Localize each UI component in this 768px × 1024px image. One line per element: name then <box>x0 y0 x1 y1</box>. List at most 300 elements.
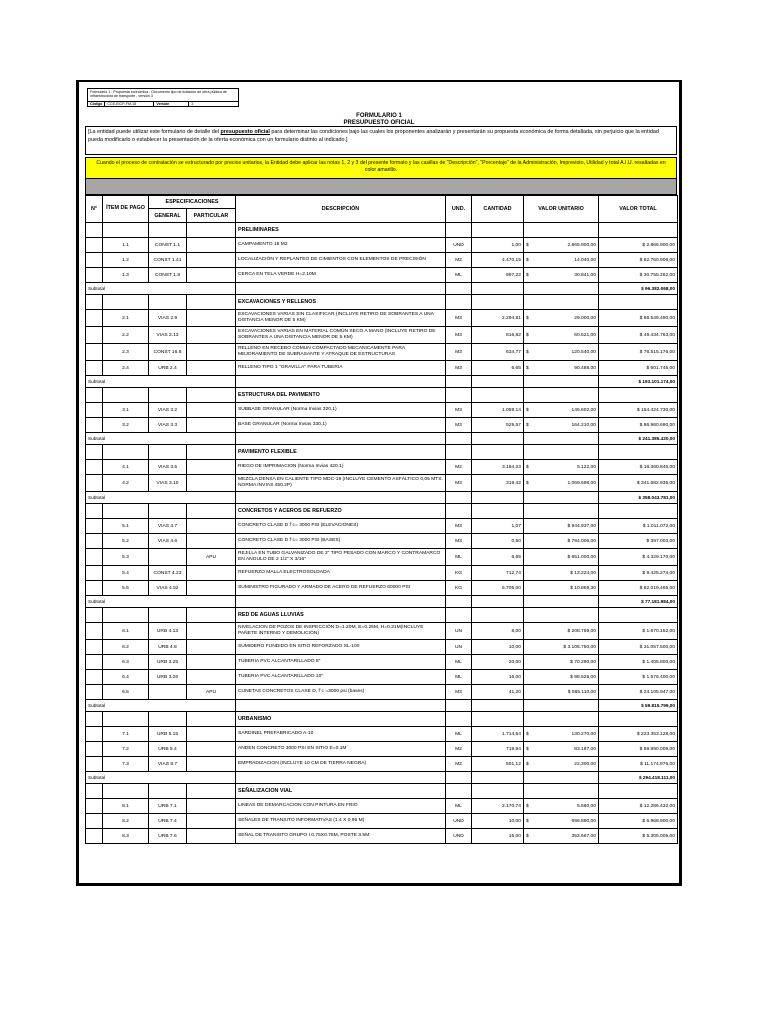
col-general: GENERAL <box>149 209 187 223</box>
section-title: CONCRETOS Y ACEROS DE REFUERZO <box>236 504 446 519</box>
item-cell: 2.3 <box>103 344 149 361</box>
section-header-row <box>86 608 678 623</box>
quantity-cell: 501,12 <box>472 757 524 772</box>
quantity-cell: 3.194,23 <box>472 460 524 475</box>
empty-cell <box>524 784 599 799</box>
total-value-cell: $ 5.305.005,00 <box>599 829 678 844</box>
empty-cell <box>103 784 149 799</box>
unit-cell: M2 <box>446 757 472 772</box>
table-row <box>86 361 678 376</box>
unit-value: 1.069.698,00 <box>567 480 596 486</box>
empty-cell <box>446 283 472 295</box>
item-cell: 5.5 <box>103 581 149 596</box>
unit-cell: M2 <box>446 460 472 475</box>
empty-cell <box>472 772 524 784</box>
general-spec-cell <box>149 685 187 700</box>
unit-cell: UND <box>446 238 472 253</box>
empty-cell <box>236 433 446 445</box>
table-row <box>86 549 678 566</box>
table-row <box>86 670 678 685</box>
general-spec-cell <box>149 549 187 566</box>
unit-value-cell <box>524 581 599 596</box>
particular-spec-cell <box>187 238 236 253</box>
unit-value: 145.602,00 <box>571 407 596 413</box>
unit-value: 14.040,00 <box>574 257 596 263</box>
section-title: PRELIMINARES <box>236 223 446 238</box>
total-value-cell: $ 59.890.009,00 <box>599 742 678 757</box>
col-particular: PARTICULAR <box>187 209 236 223</box>
section-header-row <box>86 784 678 799</box>
codigo-value: CCE-EICP-FM-18 <box>105 102 154 106</box>
unit-value-wrap <box>526 660 596 665</box>
table-row <box>86 799 678 814</box>
particular-spec-cell <box>187 344 236 361</box>
item-cell: 8.2 <box>103 814 149 829</box>
intro-paragraph <box>85 126 677 155</box>
empty-cell <box>599 504 678 519</box>
unit-value-cell <box>524 685 599 700</box>
table-row <box>86 327 678 344</box>
empty-cell <box>472 295 524 310</box>
intro-text-after: para determinar las condiciones bajo las cuales los proponentes analizarán y presentarán su propuesta económica de forma detallada, sin perjuicio que la entidad pueda modificarlo o establecer la presentación de la oferta económica con un formulario distinto al indicado.] <box>88 129 659 143</box>
unit-value-cell <box>524 742 599 757</box>
unit-value-wrap <box>526 762 596 767</box>
description-cell: EXCAVACIONES VARIAS SIN CLASIFICAR (INCLUYE RETIRO DE SOBRANTES A UNA DISTANCIA MENOR DE 5 KM) <box>236 310 446 327</box>
unit-value: 29.000,00 <box>574 315 596 321</box>
empty-cell <box>472 388 524 403</box>
empty-cell <box>599 784 678 799</box>
intro-text-before: [La entidad puede utilizar este formulario de detalle del <box>88 129 221 135</box>
quantity-cell: 634,77 <box>472 344 524 361</box>
particular-spec-cell <box>187 460 236 475</box>
empty-cell <box>472 376 524 388</box>
total-value-cell: $ 12.286.432,00 <box>599 799 678 814</box>
unit-cell: M3 <box>446 418 472 433</box>
unit-cell: M3 <box>446 310 472 327</box>
empty-cell <box>524 433 599 445</box>
particular-spec-cell <box>187 519 236 534</box>
general-spec-cell: URB 7.4 <box>149 814 187 829</box>
general-spec-cell: VIAS 3.3 <box>149 418 187 433</box>
general-spec-cell: VIAS 2.9 <box>149 310 187 327</box>
quantity-cell: 319,42 <box>472 475 524 492</box>
unit-value: $ 794.006,00 <box>567 538 596 544</box>
unit-value-cell <box>524 238 599 253</box>
item-cell: 5.1 <box>103 519 149 534</box>
col-item: ÍTEM DE PAGO <box>103 196 149 223</box>
empty-cell <box>472 492 524 504</box>
item-cell: 1.1 <box>103 238 149 253</box>
empty-cell <box>86 295 103 310</box>
total-value-cell: $ 66.549.490,00 <box>599 310 678 327</box>
quantity-cell: 4.470,15 <box>472 253 524 268</box>
row-num-cell <box>86 475 103 492</box>
particular-spec-cell <box>187 534 236 549</box>
currency-sign: $ <box>526 761 529 767</box>
empty-cell <box>599 223 678 238</box>
empty-cell <box>599 712 678 727</box>
description-cell: CERCA EN TELA VERDE H=2.10M <box>236 268 446 283</box>
empty-cell <box>599 608 678 623</box>
empty-cell <box>446 504 472 519</box>
general-spec-cell: URB 4.13 <box>149 623 187 640</box>
general-spec-cell: VIAS 3.5 <box>149 460 187 475</box>
quantity-cell: 816,82 <box>472 327 524 344</box>
total-value-cell: $ 1.011.072,00 <box>599 519 678 534</box>
currency-sign: $ <box>526 731 529 737</box>
currency-sign: $ <box>526 349 529 355</box>
empty-cell <box>524 283 599 295</box>
subtotal-value: $ 77.181.984,00 <box>599 596 678 608</box>
unit-value-wrap <box>526 539 596 544</box>
subtotal-row <box>86 772 678 784</box>
general-spec-cell: URB 5.15 <box>149 727 187 742</box>
unit-value-cell <box>524 519 599 534</box>
unit-value: $ 3.105.750,00 <box>563 644 596 650</box>
unit-cell: M3 <box>446 534 472 549</box>
total-value-cell: $ 2.865.900,00 <box>599 238 678 253</box>
document-page <box>76 80 682 886</box>
unit-value-wrap <box>526 629 596 634</box>
empty-cell <box>446 492 472 504</box>
total-value-cell: $ 1.670.152,00 <box>599 623 678 640</box>
row-num-cell <box>86 361 103 376</box>
empty-cell <box>524 492 599 504</box>
general-spec-cell: URB 7.1 <box>149 799 187 814</box>
quantity-cell: 1.059,14 <box>472 403 524 418</box>
unit-value-cell <box>524 799 599 814</box>
description-cell: SEÑALES DE TRANSITO INFORMATIVAS (1.4 X 0.95 M) <box>236 814 446 829</box>
particular-spec-cell: APU <box>187 549 236 566</box>
quantity-cell: 1,00 <box>472 238 524 253</box>
total-value-cell: $ 62.019.465,00 <box>599 581 678 596</box>
unit-value-cell <box>524 310 599 327</box>
unit-value-wrap <box>526 465 596 470</box>
unit-cell: UN <box>446 640 472 655</box>
unit-value: $ 651.000,00 <box>567 554 596 560</box>
general-spec-cell: CONST 4.23 <box>149 566 187 581</box>
item-cell: 4.1 <box>103 460 149 475</box>
particular-spec-cell <box>187 655 236 670</box>
row-num-cell <box>86 742 103 757</box>
quantity-cell: 712,74 <box>472 566 524 581</box>
empty-cell <box>86 223 103 238</box>
table-row <box>86 475 678 492</box>
unit-value-cell <box>524 327 599 344</box>
total-value-cell: $ 24.105.947,00 <box>599 685 678 700</box>
currency-sign: $ <box>526 833 529 839</box>
empty-cell <box>187 295 236 310</box>
subtotal-label: Subtotal <box>86 700 236 712</box>
table-row <box>86 727 678 742</box>
unit-cell: ML <box>446 549 472 566</box>
particular-spec-cell <box>187 581 236 596</box>
unit-value-cell <box>524 757 599 772</box>
row-num-cell <box>86 685 103 700</box>
table-row <box>86 519 678 534</box>
unit-cell: ML <box>446 670 472 685</box>
unit-value-wrap <box>526 366 596 371</box>
description-cell: SEÑAL DE TRANSITO GRUPO I 0.75X0.75M, POSTE 3.5M <box>236 829 446 844</box>
unit-value: 83.187,00 <box>574 746 596 752</box>
total-value-cell: $ 62.760.906,00 <box>599 253 678 268</box>
unit-value-cell <box>524 344 599 361</box>
row-num-cell <box>86 549 103 566</box>
unit-value-wrap <box>526 747 596 752</box>
unit-value: 90.488,00 <box>574 365 596 371</box>
unit-value-wrap <box>526 645 596 650</box>
description-cell: RELLENO TIPO 1 "GRAVILLA" PARA TUBERIA <box>236 361 446 376</box>
table-row <box>86 685 678 700</box>
row-num-cell <box>86 310 103 327</box>
empty-cell <box>86 388 103 403</box>
quantity-cell: 10,00 <box>472 814 524 829</box>
total-value-cell: $ 223.353.128,00 <box>599 727 678 742</box>
empty-cell <box>149 223 187 238</box>
document-header-box <box>87 88 239 107</box>
unit-value-cell <box>524 534 599 549</box>
row-num-cell <box>86 640 103 655</box>
empty-cell <box>446 596 472 608</box>
table-row <box>86 253 678 268</box>
unit-value-wrap <box>526 690 596 695</box>
item-cell: 2.4 <box>103 361 149 376</box>
empty-cell <box>446 223 472 238</box>
row-num-cell <box>86 238 103 253</box>
section-header-row <box>86 295 678 310</box>
general-spec-cell: VIAS 3.10 <box>149 475 187 492</box>
currency-sign: $ <box>526 315 529 321</box>
particular-spec-cell <box>187 742 236 757</box>
total-value-cell: $ 76.515.176,00 <box>599 344 678 361</box>
empty-cell <box>472 504 524 519</box>
total-value-cell: $ 49.434.763,00 <box>599 327 678 344</box>
quantity-cell: 719,94 <box>472 742 524 757</box>
particular-spec-cell <box>187 670 236 685</box>
version-value: 3 <box>191 102 194 106</box>
description-cell: NIVELACION DE POZOS DE INSPECCIÓN D=1.20M, E=0.25M, H=0.31M(INCLUYE PAÑETE INTERNO Y DEMOLICIÓN) <box>236 623 446 640</box>
particular-spec-cell <box>187 814 236 829</box>
general-spec-cell: CONST 1.1 <box>149 238 187 253</box>
subtotal-label: Subtotal <box>86 283 236 295</box>
table-row <box>86 534 678 549</box>
unit-value-cell <box>524 566 599 581</box>
empty-cell <box>86 712 103 727</box>
table-row <box>86 460 678 475</box>
particular-spec-cell: APU <box>187 685 236 700</box>
col-total-value: VALOR TOTAL <box>599 196 678 223</box>
unit-value: $ 10.869,30 <box>570 585 596 591</box>
item-cell: 2.2 <box>103 327 149 344</box>
description-cell: RIEGO DE IMPRIMACION (Norma Invias 420.1) <box>236 460 446 475</box>
empty-cell <box>236 283 446 295</box>
unit-cell: ML <box>446 727 472 742</box>
item-cell: 7.1 <box>103 727 149 742</box>
empty-cell <box>187 445 236 460</box>
empty-cell <box>187 712 236 727</box>
empty-cell <box>236 492 446 504</box>
row-num-cell <box>86 799 103 814</box>
unit-value-wrap <box>526 243 596 248</box>
empty-cell <box>187 223 236 238</box>
version-label: Versión <box>154 102 189 106</box>
empty-cell <box>103 295 149 310</box>
form-subtitle: PRESUPUESTO OFICIAL <box>343 120 415 126</box>
currency-sign: $ <box>526 332 529 338</box>
unit-value-wrap <box>526 819 596 824</box>
unit-value-wrap <box>526 423 596 428</box>
row-num-cell <box>86 655 103 670</box>
unit-value: 164.210,00 <box>571 422 596 428</box>
description-cell: REJILLA EN TUBO GALVANIZADO DE 2" TIPO PESADO CON MARCO Y CONTRAMARCO EN ANGULO DE 2 1/2" X 3/16" <box>236 549 446 566</box>
currency-sign: $ <box>526 818 529 824</box>
description-cell: ANDEN CONCRETO 3000 PSI EN SITIO E=0.1M <box>236 742 446 757</box>
unit-cell: M3 <box>446 327 472 344</box>
quantity-cell: 10,00 <box>472 640 524 655</box>
section-header-row <box>86 388 678 403</box>
empty-cell <box>446 772 472 784</box>
quantity-cell: 1,07 <box>472 519 524 534</box>
empty-cell <box>524 445 599 460</box>
unit-value-wrap <box>526 350 596 355</box>
unit-value-wrap <box>526 481 596 486</box>
table-row <box>86 655 678 670</box>
empty-cell <box>524 504 599 519</box>
description-cell: BASE GRANULAR (Norma Invias 330.1) <box>236 418 446 433</box>
general-spec-cell: VIAS 2.13 <box>149 327 187 344</box>
row-num-cell <box>86 327 103 344</box>
description-cell: CUNETAS CONCRETOS CLASE D, f´c =3000 psi (bases) <box>236 685 446 700</box>
section-title: RED DE AGUAS LLUVIAS <box>236 608 446 623</box>
row-num-cell <box>86 268 103 283</box>
table-row <box>86 623 678 640</box>
unit-value-cell <box>524 670 599 685</box>
row-num-cell <box>86 623 103 640</box>
empty-cell <box>524 388 599 403</box>
empty-cell <box>446 784 472 799</box>
empty-cell <box>524 295 599 310</box>
col-cantidad: CANTIDAD <box>472 196 524 223</box>
unit-cell: KG <box>446 581 472 596</box>
subtotal-row <box>86 492 678 504</box>
codigo-label: Código <box>88 102 105 106</box>
empty-cell <box>86 784 103 799</box>
currency-sign: $ <box>526 242 529 248</box>
subtotal-row <box>86 700 678 712</box>
col-und: UND. <box>446 196 472 223</box>
unit-value: $ 13.224,00 <box>570 570 596 576</box>
general-spec-cell: CONST 1.8 <box>149 268 187 283</box>
description-cell: CONCRETO CLASE D f´c= 3000 PSI (ELEVACIONES) <box>236 519 446 534</box>
empty-cell <box>524 223 599 238</box>
general-spec-cell: URB 2.4 <box>149 361 187 376</box>
particular-spec-cell <box>187 566 236 581</box>
subtotal-row <box>86 283 678 295</box>
description-cell: REFUERZO MALLA ELECTROSOLDADA <box>236 566 446 581</box>
empty-cell <box>524 376 599 388</box>
table-row <box>86 814 678 829</box>
general-spec-cell: VIAS 4.52 <box>149 581 187 596</box>
currency-sign: $ <box>526 422 529 428</box>
particular-spec-cell <box>187 799 236 814</box>
unit-value-wrap <box>526 834 596 839</box>
empty-cell <box>103 388 149 403</box>
unit-value-wrap <box>526 804 596 809</box>
subtotal-row <box>86 596 678 608</box>
subtotal-label: Subtotal <box>86 772 236 784</box>
unit-cell: ML <box>446 268 472 283</box>
subtotal-label: Subtotal <box>86 376 236 388</box>
row-num-cell <box>86 460 103 475</box>
empty-cell <box>472 223 524 238</box>
total-value-cell: $ 6.968.900,00 <box>599 814 678 829</box>
unit-cell: M3 <box>446 403 472 418</box>
unit-value: $ 944.937,00 <box>567 523 596 529</box>
quantity-cell: 8,00 <box>472 623 524 640</box>
total-value-cell: $ 11.174.976,00 <box>599 757 678 772</box>
particular-spec-cell <box>187 310 236 327</box>
empty-cell <box>149 295 187 310</box>
total-value-cell: $ 86.960.690,00 <box>599 418 678 433</box>
quantity-cell: 0,50 <box>472 534 524 549</box>
particular-spec-cell <box>187 623 236 640</box>
total-value-cell: $ 154.424.730,00 <box>599 403 678 418</box>
quantity-cell: 20,00 <box>472 655 524 670</box>
empty-cell <box>236 700 446 712</box>
row-num-cell <box>86 581 103 596</box>
quantity-cell: 16,00 <box>472 670 524 685</box>
unit-cell: M3 <box>446 344 472 361</box>
empty-cell <box>599 295 678 310</box>
table-row <box>86 757 678 772</box>
subtotal-value: $ 193.101.174,00 <box>599 376 678 388</box>
empty-cell <box>472 433 524 445</box>
grey-band <box>85 179 677 195</box>
empty-cell <box>149 712 187 727</box>
empty-cell <box>149 608 187 623</box>
total-value-cell: $ 341.682.935,00 <box>599 475 678 492</box>
unit-value: 696.890,00 <box>571 818 596 824</box>
col-desc: DESCRIPCIÓN <box>236 196 446 223</box>
table-row <box>86 344 678 361</box>
description-cell: CONCRETO CLASE D f´c= 3000 PSI (BASES) <box>236 534 446 549</box>
general-spec-cell: URB 3.26 <box>149 670 187 685</box>
subtotal-value: $ 294.418.111,00 <box>599 772 678 784</box>
particular-spec-cell <box>187 727 236 742</box>
empty-cell <box>187 504 236 519</box>
quantity-cell: 529,57 <box>472 418 524 433</box>
item-cell: 1.3 <box>103 268 149 283</box>
total-value-cell: $ 4.329.170,00 <box>599 549 678 566</box>
particular-spec-cell <box>187 829 236 844</box>
unit-value: 120.540,00 <box>571 349 596 355</box>
unit-value-cell <box>524 623 599 640</box>
total-value-cell: $ 16.360.846,00 <box>599 460 678 475</box>
unit-value-wrap <box>526 555 596 560</box>
description-cell: LINEAS DE DEMARCACION CON PINTURA EN FRIO <box>236 799 446 814</box>
total-value-cell: $ 31.057.500,00 <box>599 640 678 655</box>
table-row <box>86 566 678 581</box>
quantity-cell: 41,20 <box>472 685 524 700</box>
item-cell: 3.1 <box>103 403 149 418</box>
unit-value-wrap <box>526 408 596 413</box>
unit-cell: ML <box>446 655 472 670</box>
unit-value: 2.865.900,00 <box>567 242 596 248</box>
row-num-cell <box>86 727 103 742</box>
table-row <box>86 403 678 418</box>
unit-value: 5.122,00 <box>576 464 596 470</box>
row-num-cell <box>86 566 103 581</box>
